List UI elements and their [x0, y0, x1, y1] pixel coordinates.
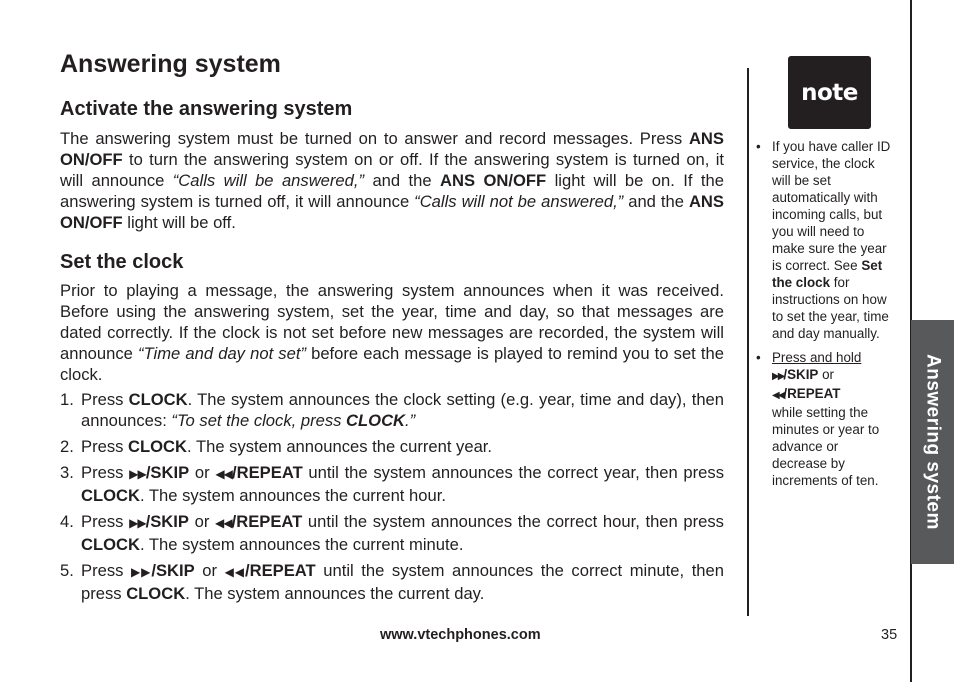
- note-badge: note: [788, 56, 871, 129]
- skip-forward-icon: ▶▶: [129, 516, 146, 530]
- step-number: 4.: [60, 512, 74, 531]
- list-item: [60, 560, 724, 604]
- repeat-key: /REPEAT: [245, 561, 316, 580]
- clock-key: CLOCK: [128, 390, 188, 409]
- text: for instructions on how to set the year, time and day manually.: [772, 275, 889, 341]
- repeat-key: /REPEAT: [232, 463, 303, 482]
- repeat-key: /REPEAT: [783, 386, 841, 401]
- list-item: [756, 349, 896, 489]
- text: Press: [81, 463, 130, 482]
- text: while setting the minutes or year to advance or decrease by increments of ten.: [772, 405, 880, 488]
- text: light will be off.: [122, 213, 236, 232]
- step-number: 2.: [60, 437, 74, 456]
- text: . The system announces the current year.: [187, 437, 493, 456]
- bullet: •: [756, 350, 761, 365]
- step-number: 5.: [60, 561, 74, 580]
- clock-key: CLOCK: [81, 486, 140, 505]
- text: before each message is played to remind you to set the clock.: [60, 344, 724, 384]
- repeat-key: /REPEAT: [231, 512, 303, 531]
- text: until the system announces the correct year, then press: [302, 463, 724, 482]
- section-heading-clock: Set the clock: [60, 251, 184, 273]
- text: until the system announces the correct minute, then press: [81, 561, 724, 603]
- skip-forward-icon: ▶▶: [772, 371, 784, 382]
- text: or: [189, 463, 216, 482]
- clock-key: CLOCK: [128, 437, 188, 456]
- text: Press: [81, 512, 130, 531]
- skip-forward-icon: ▶▶: [131, 565, 152, 579]
- text: . The system announces the current minute.: [140, 535, 464, 554]
- list-item: [60, 511, 724, 555]
- text: Press: [81, 390, 129, 409]
- text: light will be on. If the answering system is turned off, it will announce: [60, 171, 724, 211]
- announcement: “Time and day not set”: [138, 344, 306, 363]
- side-tab-label: Answering system: [922, 354, 944, 530]
- text: Press: [81, 561, 131, 580]
- footer-url: www.vtechphones.com: [380, 627, 541, 643]
- text: If you have caller ID service, the clock will be set automatically with incoming calls, but you will need to make sure the year is correct. See: [772, 139, 891, 273]
- bullet: •: [756, 139, 761, 154]
- step-number: 3.: [60, 463, 74, 482]
- text: . The system announces the clock setting (e.g. year, time and day), then announces:: [81, 390, 725, 430]
- section-reference: Set the clock: [772, 258, 883, 290]
- skip-forward-icon: ▶▶: [129, 467, 146, 481]
- section-heading-activate: Activate the answering system: [60, 98, 353, 120]
- clock-key: CLOCK: [126, 584, 186, 603]
- list-item: [60, 389, 724, 431]
- text: “To set the clock, press: [171, 411, 347, 430]
- list-item: [60, 436, 724, 457]
- skip-key: /SKIP: [145, 512, 189, 531]
- list-item: [756, 138, 896, 342]
- step-number: 1.: [60, 390, 74, 409]
- activate-paragraph: [60, 128, 724, 233]
- clock-key: CLOCK: [346, 411, 406, 430]
- text: The answering system must be turned on to answer and record messages. Press: [60, 129, 689, 148]
- clock-steps-list: [60, 389, 724, 609]
- column-divider: [747, 68, 749, 616]
- ans-on-off-key: ANS ON/OFF: [440, 171, 547, 190]
- text: Prior to playing a message, the answering system announces when it was received. Before using the answering system, set the year, time and day, so that messages are dated correctly. If the clock is not set before new messages are recorded, the system will announce: [60, 281, 724, 363]
- text: until the system announces the correct hour, then press: [302, 512, 724, 531]
- text: Press and hold: [772, 350, 862, 365]
- text: or: [194, 561, 225, 580]
- text: and the: [364, 171, 441, 190]
- text: Press: [81, 437, 129, 456]
- text: . The system announces the current day.: [185, 584, 485, 603]
- section-side-tab: [911, 320, 954, 564]
- ans-on-off-key: ANS ON/OFF: [60, 192, 724, 232]
- announcement: “Calls will not be answered,”: [414, 192, 624, 211]
- ans-on-off-key: ANS ON/OFF: [60, 129, 724, 169]
- page-title: Answering system: [60, 50, 281, 78]
- page-number: 35: [881, 627, 898, 643]
- announcement: “Calls will be answered,”: [172, 171, 365, 190]
- text: to turn the answering system on or off. If the answering system is turned on, it will announce: [60, 150, 724, 190]
- rewind-icon: ◀◀: [215, 467, 233, 481]
- rewind-icon: ◀◀: [772, 390, 784, 401]
- clock-paragraph: [60, 280, 724, 385]
- rewind-icon: ◀◀: [224, 565, 245, 579]
- text: and the: [623, 192, 689, 211]
- list-item: [60, 462, 724, 506]
- text: or: [188, 512, 216, 531]
- clock-key: CLOCK: [81, 535, 140, 554]
- text: or: [818, 367, 835, 382]
- skip-key: /SKIP: [783, 367, 819, 382]
- text: . The system announces the current hour.: [140, 486, 446, 505]
- text: .”: [405, 411, 416, 430]
- rewind-icon: ◀◀: [215, 516, 232, 530]
- note-list: [756, 138, 896, 496]
- skip-key: /SKIP: [145, 463, 190, 482]
- skip-key: /SKIP: [151, 561, 195, 580]
- announcement: [171, 411, 415, 430]
